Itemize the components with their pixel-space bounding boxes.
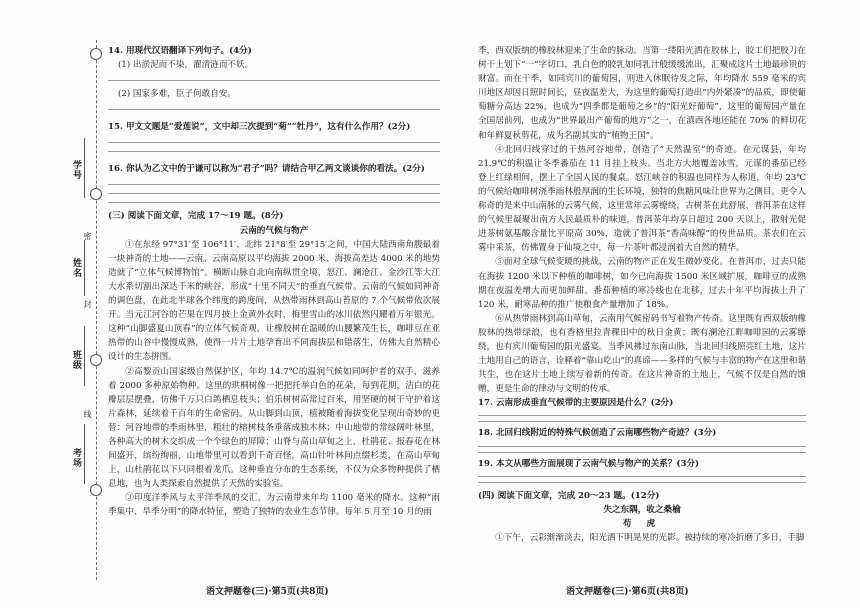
answer-line[interactable]	[108, 80, 440, 81]
article-2-paragraph-1: ①下午，云彩渐渐淡去，阳光洒下明晃晃的光影。被持续的寒冷折磨了多日，手脚	[495, 532, 805, 543]
student-id-blank[interactable]	[84, 138, 85, 198]
article-paragraph-6: ⑥从热带雨林到高山草甸，云南用气候密码书写着物产传奇。这里既有西双版纳橡胶林的热带绿浪，也有香格里拉青稞田中的秋日金黄；既有澜沧江畔咖啡园的云雾缭绕，也有宾川葡萄园的阳光盛宴。当季风拂过东南山脉，当北回归线照亮红土地，这片土地用自己的语言，诠释着“靠山吃山”的真谛——多样的气候与丰富的物产在这里和谐共生，也在这片土地上续写着新的传奇。在这片神奇的土地上，气候不仅是自然的馈赠，更是生命的律动与文明的传承。	[478, 313, 806, 395]
answer-line[interactable]	[108, 193, 440, 194]
article-paragraph-3-cont: 季，西双版纳的橡胶林迎来了生命的脉动。当第一缕阳光洒在胶林上，胶工们把胶刀在树干上划下“一”字切口，乳白色的胶乳如同乳汁般缓缓流出，汇聚成这片土地最珍贵的财富。而在干季，如同宾川的葡萄园，则进入休眠待发之际，年均降水 559 毫米的宾川地区却因日照时间长，昼夜温差大，为这里的葡萄打造出“内外紧凑”的品质，即使葡萄糖分高达 22%，也成为“四季都是葡萄之乡”的“阳光好葡萄”，这里的葡萄园产量在全国居前列，也成为“世界最出产葡萄的地方”之一，在滇西各地还能在 70% 的鲜切花和年鲜夏秋剪花，成为名副其实的“植物王国”。	[478, 46, 806, 141]
punch-hole	[90, 354, 102, 366]
article-2-author: 苟 虎	[622, 518, 662, 529]
answer-line[interactable]	[478, 452, 806, 453]
binding-line	[96, 40, 97, 580]
article-paragraph-5: ⑤面对全球气候变暖的挑战，云南的物产正在发生微妙变化。在普洱市，过去只能在海拔 1200 米以下种植的咖啡树，如今已向海拔 1500 米区域扩展，咖啡豆的成熟期在夜温差增大而更加鲜甜。番茄种植的寒冷线也在北移，过去十年平均海拔上升了 120 米，耐寒品种的推广使粮食产量增加了 18%。	[478, 257, 806, 310]
right-page	[478, 44, 806, 545]
article-2-title: 失之东隅，收之桑榆	[603, 504, 681, 515]
punch-hole	[90, 484, 102, 496]
answer-line[interactable]	[108, 151, 440, 152]
question-14-part-1: (1) 出淤泥而不染，濯清涟而不妖。	[118, 60, 254, 71]
answer-line[interactable]	[108, 142, 440, 143]
name-label: 姓名	[71, 258, 81, 278]
exam-room-label: 考场	[71, 448, 81, 468]
punch-hole	[90, 48, 102, 60]
question-14-part-2: (2) 国家多难，臣子何敢自安。	[118, 89, 237, 100]
section-3-heading: (三) 阅读下面文章，完成 17～19 题。(8分)	[108, 211, 284, 222]
question-14: 14. 用现代汉语翻译下列句子。(4分)	[108, 46, 252, 56]
question-17: 17. 云南形成垂直气候带的主要原因是什么？(2分)	[478, 398, 674, 409]
question-19: 19. 本文从哪些方面展现了云南气候与物产的关系？(3分)	[478, 458, 700, 469]
article-paragraph-1: ①在东经 97°31′至 106°11′、北纬 21°8′至 29°15′之间，中国大陆西南角腹最着一块神奇的土地——云南。云南高原以平均海拔 2000 米、海拔高差达 4000 米的地势造就了“立体气候博物馆”。横断山脉自北向南纵贯全境，怒江、澜沧江、金沙江等大江大水系切割出深达千米的峡谷，形成“十里不同天”的垂直气候带。云南的气候如同神奇的调色盘，在此北半球各个纬度的跨度间，从热带雨林到高山苔原的 7 个气候带依次展开。当元江河谷的芒果在四月披上金黄外衣时，梅里雪山的冰川依然闪耀着万年银光。这种“山脚盛夏山顶春”的立体气候奇观，让橡胶树在温暖的山腰繁茂生长，咖啡豆在亚热带的山谷中慢慢成熟，使得一片片土地孕育出不同海拔层和错落生，仿佛大自然精心设计的生态拼图。	[108, 239, 440, 363]
seal-word: 封	[83, 300, 92, 308]
page-footer-left: 语文押题卷(三)·第5页(共8页)	[206, 587, 329, 597]
seal-word: 线	[83, 410, 92, 418]
answer-line[interactable]	[478, 476, 806, 477]
answer-line[interactable]	[478, 421, 806, 422]
answer-line[interactable]	[108, 184, 440, 185]
article-title: 云南的气候与物产	[239, 225, 309, 236]
seal-word: 密	[83, 232, 92, 240]
answer-line[interactable]	[478, 482, 806, 483]
article-paragraph-4: ④北回归线穿过的干热河谷地带，创造了“天然温室”的奇迹。在元谋县，年均 21.9℃的积温让冬季番茄在 11 月挂上枝头。当北方大地覆盖冰雪，元谋的番茄已经登上红绿相间，摆上了全国人民的餐桌。怒江峡谷的积温也同样为人称道，年均 23℃的气候给咖啡树浇季雨林般厚润的生长环境，独特的焦糖风味让世界为之侧目。更令人称奇的是来中山南脉的云雾气候，这里常年云雾缭绕，古树茶在此舒展，普洱茶在这样的气候里凝聚出南方人民最质朴的味道，普洱茶年均享日超过 200 天以上，散射光促进茶树氨基酸含量比平原高 30%，造就了普洱茶“香高味醇”的传世品质。茶农们在云雾中采茶，仿佛置身于仙境之中，每一片茶叶都浸润着大自然的精华。	[478, 144, 806, 254]
answer-line[interactable]	[478, 446, 806, 447]
question-16: 16. 你认为乙文中的于谦可以称为“君子”吗？请结合甲乙两文谈谈你的看法。(2分)	[108, 164, 425, 175]
name-blank[interactable]	[84, 236, 85, 296]
class-label: 班级	[71, 350, 81, 370]
answer-line[interactable]	[108, 202, 440, 203]
section-4-heading: (四) 阅读下面文章，完成 20～23 题。(12分)	[478, 490, 660, 501]
class-blank[interactable]	[84, 326, 85, 386]
student-id-label: 学号	[71, 160, 81, 180]
answer-line[interactable]	[108, 109, 440, 110]
exam-room-blank[interactable]	[84, 424, 85, 484]
answer-line[interactable]	[478, 415, 806, 416]
article-paragraph-3: ③印度洋季风与太平洋季风的交汇，为云南带来年均 1100 毫米的降水。这种“雨季集中、旱季分明”的降水特征，塑造了独特的农业生态节律。每年 5 月至 10 月的雨	[108, 493, 440, 518]
question-18: 18. 北回归线附近的特殊气候创造了云南哪些物产奇迹？(3分)	[478, 428, 717, 439]
left-page	[108, 44, 440, 520]
article-paragraph-2: ②高黎贡山国家级自然保护区，年均 14.7℃的温润气候如同呵护者的双手，滋养着 2000 多种原始物种。这里的珙桐树像一把把托举白色的花朵，每到花期，洁白的花瓣层层摆叠，仿佛千万只白鸽栖息枝头；伯乐树树高常过百米，用坚硬的树干守护着这片森林，延续着千百年的生命密码。从山脚到山顶，植被随着海拔变化呈现出奇妙的更替：河谷地带的季雨林里，粗壮的榕树枝条垂落成独木林；中山地带的常绿阔叶林里，各种高大的树木交织成一个个绿色的屏障；山脊与高山草甸之上，杜鹃花、报春花在林间盛开，缤纷绚丽，山地带里可以看到千奇百怪，高山针叶林间点缀杉类，在高山草甸上，山杜鹃花以下只同根着龙爪。这种垂直分布的生态系统，不仅为众多物种提供了栖息地，也为人类探索自然提供了天然的实验室。	[108, 366, 440, 490]
page-footer-right: 语文押题卷(三)·第6页(共8页)	[566, 587, 689, 597]
punch-hole	[90, 188, 102, 200]
question-15: 15. 甲文文题是“爱莲说”，文中却三次提到“菊”“牡丹”，这有什么作用？(2分)	[108, 122, 411, 133]
